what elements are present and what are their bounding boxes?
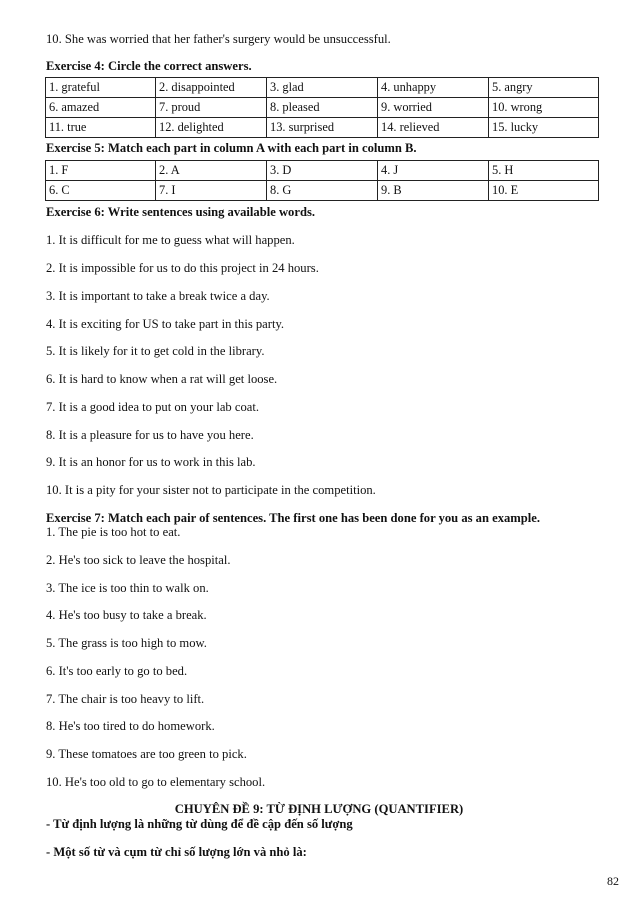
exercise7-item: 2. He's too sick to leave the hospital. [46, 553, 231, 567]
table-cell: 4. J [378, 161, 489, 181]
page-number: 82 [607, 874, 619, 888]
exercise6-item: 9. It is an honor for us to work in this lab. [46, 455, 256, 469]
exercise4-answer-table [45, 77, 599, 138]
table-cell: 3. glad [267, 78, 378, 98]
table-row [46, 161, 599, 181]
exercise5-title: Exercise 5: Match each part in column A with each part in column B. [46, 141, 417, 155]
exercise7-item: 10. He's too old to go to elementary school. [46, 775, 266, 789]
table-cell: 10. wrong [489, 98, 599, 118]
table-row [46, 181, 599, 201]
table-cell: 10. E [489, 181, 599, 201]
table-cell: 3. D [267, 161, 378, 181]
table-cell: 2. disappointed [156, 78, 267, 98]
table-cell: 15. lucky [489, 118, 599, 138]
exercise6-item: 5. It is likely for it to get cold in the library. [46, 344, 265, 358]
exercise5-answer-table [45, 160, 599, 201]
table-cell: 6. amazed [46, 98, 156, 118]
exercise6-item: 7. It is a good idea to put on your lab coat. [46, 400, 259, 414]
table-cell: 14. relieved [378, 118, 489, 138]
exercise7-item: 3. The ice is too thin to walk on. [46, 581, 209, 595]
exercise7-item: 8. He's too tired to do homework. [46, 719, 215, 733]
table-cell: 9. worried [378, 98, 489, 118]
table-cell: 1. grateful [46, 78, 156, 98]
exercise7-item: 1. The pie is too hot to eat. [46, 525, 181, 539]
exercise6-item: 8. It is a pleasure for us to have you here. [46, 428, 254, 442]
table-cell: 13. surprised [267, 118, 378, 138]
table-cell: 8. G [267, 181, 378, 201]
exercise6-title: Exercise 6: Write sentences using available words. [46, 205, 316, 219]
chapter-heading: CHUYÊN ĐỀ 9: TỪ ĐỊNH LƯỢNG (QUANTIFIER) [174, 802, 464, 816]
exercise6-item: 3. It is important to take a break twice a day. [46, 289, 270, 303]
chapter-bullet: - Từ định lượng là những từ dùng để đề cập đến số lượng [46, 817, 353, 831]
exercise7-item: 5. The grass is too high to mow. [46, 636, 207, 650]
exercise4-title: Exercise 4: Circle the correct answers. [46, 59, 252, 73]
exercise6-item: 10. It is a pity for your sister not to participate in the competition. [46, 483, 376, 497]
exercise7-item: 7. The chair is too heavy to lift. [46, 692, 205, 706]
exercise3-item-10: 10. She was worried that her father's surgery would be unsuccessful. [46, 32, 391, 46]
table-cell: 4. unhappy [378, 78, 489, 98]
exercise7-item: 9. These tomatoes are too green to pick. [46, 747, 247, 761]
table-row [46, 98, 599, 118]
table-cell: 7. proud [156, 98, 267, 118]
exercise6-item: 6. It is hard to know when a rat will get loose. [46, 372, 278, 386]
table-cell: 11. true [46, 118, 156, 138]
table-cell: 6. C [46, 181, 156, 201]
exercise6-item: 1. It is difficult for me to guess what will happen. [46, 233, 295, 247]
table-cell: 8. pleased [267, 98, 378, 118]
exercise6-item: 4. It is exciting for US to take part in this party. [46, 317, 285, 331]
exercise7-item: 6. It's too early to go to bed. [46, 664, 188, 678]
table-cell: 5. angry [489, 78, 599, 98]
table-row [46, 118, 599, 138]
table-cell: 1. F [46, 161, 156, 181]
exercise7-title: Exercise 7: Match each pair of sentences. The first one has been done for you as an example. [46, 511, 541, 525]
table-cell: 2. A [156, 161, 267, 181]
table-cell: 5. H [489, 161, 599, 181]
table-row [46, 78, 599, 98]
table-cell: 7. I [156, 181, 267, 201]
table-cell: 12. delighted [156, 118, 267, 138]
table-cell: 9. B [378, 181, 489, 201]
exercise6-item: 2. It is impossible for us to do this project in 24 hours. [46, 261, 319, 275]
chapter-bullet: - Một số từ và cụm từ chỉ số lượng lớn và nhỏ là: [46, 845, 307, 859]
exercise7-item: 4. He's too busy to take a break. [46, 608, 207, 622]
